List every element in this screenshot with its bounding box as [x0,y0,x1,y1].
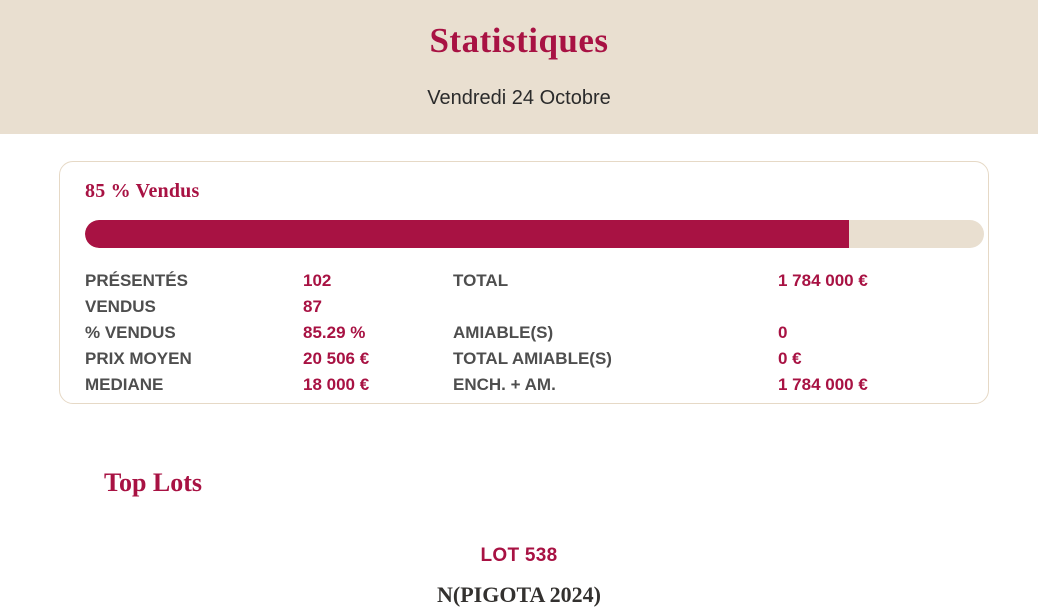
stat-value-presentes: 102 [303,271,332,290]
stat-value-mediane: 18 000 € [303,375,370,394]
stat-value-prix-moyen: 20 506 € [303,349,370,368]
statistics-card [59,161,989,404]
stat-label-total: TOTAL [453,271,509,290]
stat-value-amiables: 0 [778,323,788,342]
stat-label-prix-moyen: PRIX MOYEN [85,349,192,368]
statistics-figures [85,268,966,398]
sold-percentage-label: 85 % Vendus [85,180,200,202]
stat-value-vendus: 87 [303,297,322,316]
page-title: Statistiques [429,21,609,60]
stat-label-total-amiables: TOTAL AMIABLE(S) [453,349,612,368]
stat-label-pourcent-vendus: % VENDUS [85,323,176,342]
top-lot-number: LOT 538 [480,545,558,566]
sold-progress-bar [85,220,984,248]
stat-label-ench-am: ENCH. + AM. [453,375,556,394]
stat-value-pourcent-vendus: 85.29 % [303,323,366,342]
stat-label-amiables: AMIABLE(S) [453,323,554,342]
stat-label-vendus: VENDUS [85,297,156,316]
top-lot-item [0,545,1038,608]
sold-progress-fill [85,220,849,248]
stat-value-ench-am: 1 784 000 € [778,375,868,394]
page-subtitle-date: Vendredi 24 Octobre [427,86,611,109]
header-band [0,0,1038,134]
top-lot-name: N(PIGOTA 2024) [437,582,601,607]
stat-label-presentes: PRÉSENTÉS [85,271,188,290]
stat-value-total: 1 784 000 € [778,271,868,290]
top-lots-title: Top Lots [104,468,203,497]
stat-value-total-amiables: 0 € [778,349,802,368]
stat-label-mediane: MEDIANE [85,375,164,394]
